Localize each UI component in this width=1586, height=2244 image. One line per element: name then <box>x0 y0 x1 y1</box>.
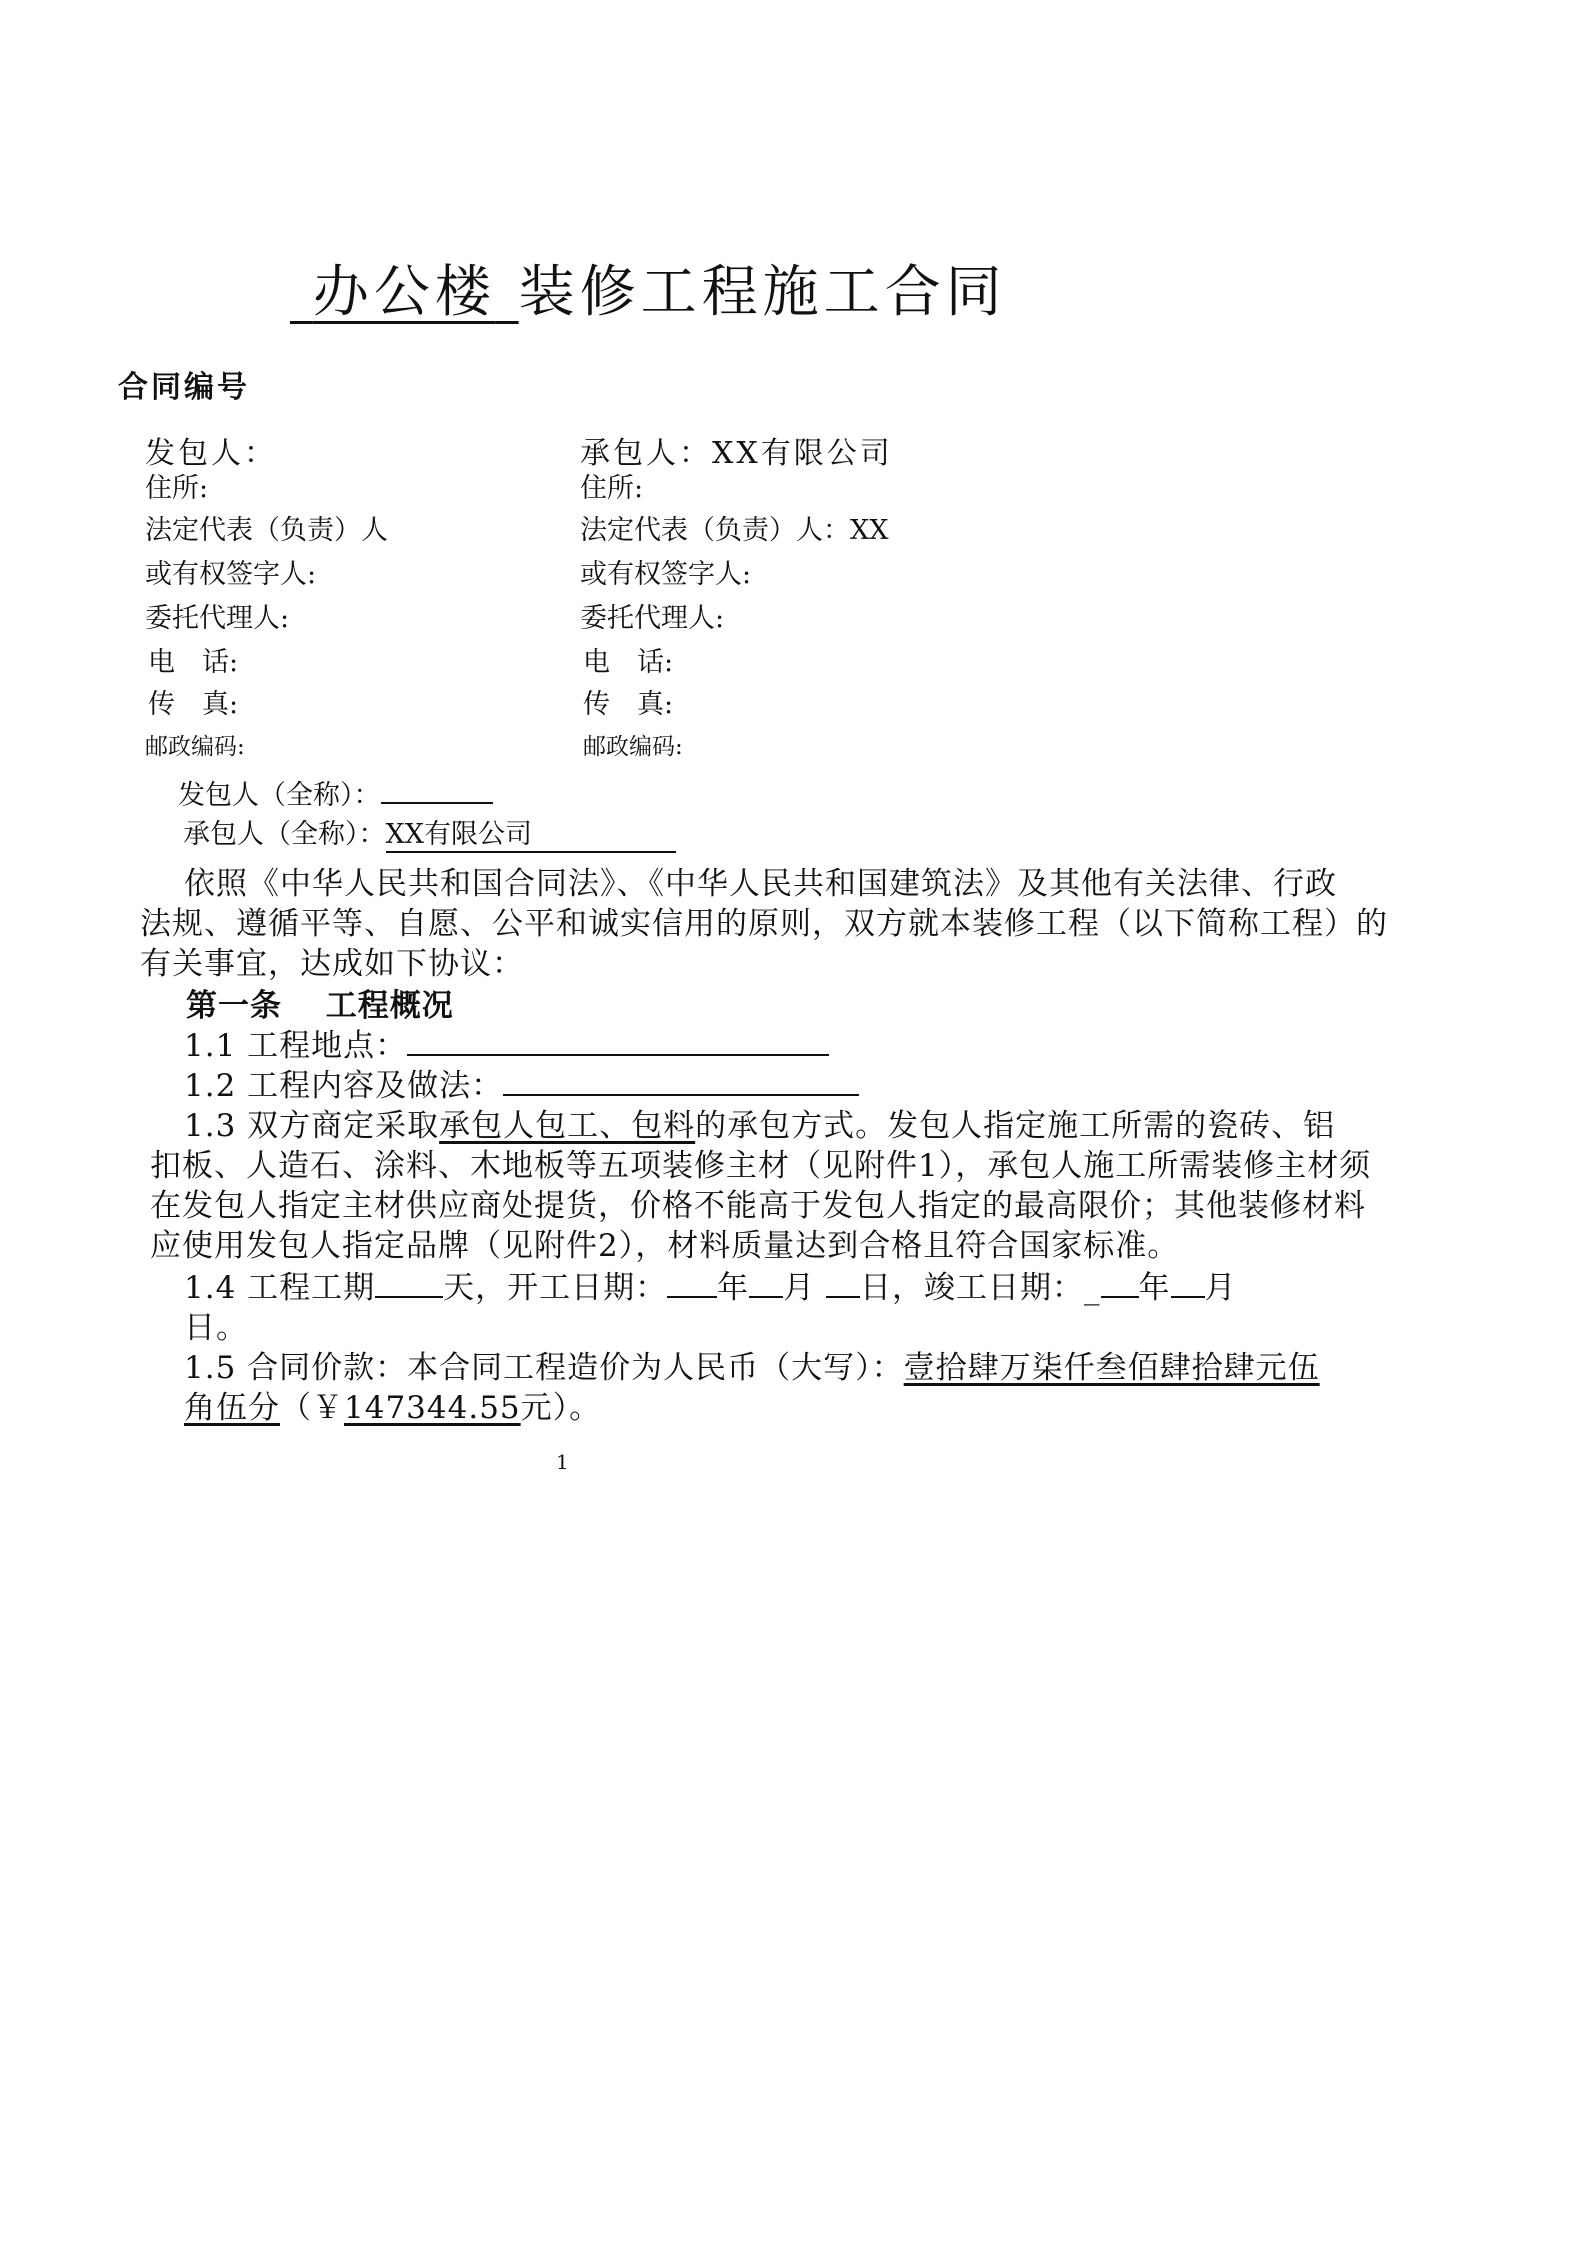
item-1-2 <box>184 1060 859 1105</box>
party-b-signatory: 或有权签字人: <box>580 559 752 590</box>
item-1-2-label: 1.2 工程内容及做法： <box>184 1068 504 1104</box>
duration-blank <box>375 1266 443 1298</box>
start-day-blank <box>826 1266 860 1298</box>
item-1-3-line-4: 应使用发包人指定品牌（见附件2），材料质量达到合格且符合国家标准。 <box>150 1228 1180 1264</box>
page-number: 1 <box>556 1450 569 1474</box>
party-b-legal-rep: 法定代表（负责）人：XX <box>580 515 889 546</box>
item-1-1 <box>184 1020 829 1065</box>
party-a-label: 发包人： <box>145 436 277 471</box>
party-a-postcode: 邮政编码: <box>145 734 245 760</box>
party-b-label: 承包人：XX有限公司 <box>580 436 893 471</box>
contract-method-underlined: 承包人包工、包料 <box>439 1108 696 1144</box>
party-b-agent: 委托代理人: <box>580 603 725 634</box>
party-b-postcode: 邮政编码: <box>583 734 683 760</box>
item-1-3-line-2: 扣板、人造石、涂料、木地板等五项装修主材（见附件1），承包人施工所需装修主材须 <box>150 1148 1372 1184</box>
item-1-2-blank <box>503 1064 859 1096</box>
party-b-fullname-value: XX有限公司 <box>386 812 676 853</box>
party-b-address: 住所: <box>580 473 644 504</box>
party-a-address: 住所: <box>145 473 209 504</box>
party-a-fullname-label: 发包人（全称）： <box>178 780 381 811</box>
item-1-5-line-2: 角伍分（￥147344.55元）。 <box>184 1390 602 1426</box>
end-month-blank <box>1171 1266 1205 1298</box>
party-b-phone: 电 话: <box>583 647 674 678</box>
title-project-type: 办公楼 <box>312 260 496 325</box>
party-b-fullname-row <box>183 812 676 853</box>
amount-number: 147344.55 <box>344 1390 521 1426</box>
start-month-blank <box>749 1266 783 1298</box>
party-a-fullname-blank <box>381 772 493 804</box>
article-1-title: 第一条 工程概况 <box>186 988 454 1024</box>
intro-line-3: 有关事宜，达成如下协议： <box>140 946 524 982</box>
amount-chinese-2: 角伍分 <box>184 1390 280 1426</box>
item-1-3-line-1: 1.3 双方商定采取承包人包工、包料的承包方式。发包人指定施工所需的瓷砖、铝 <box>184 1108 1336 1144</box>
party-a-fax: 传 真: <box>148 689 239 720</box>
title-rest: 装修工程施工合同 <box>518 260 1007 325</box>
party-b-fax: 传 真: <box>583 689 674 720</box>
party-a-phone: 电 话: <box>148 647 239 678</box>
party-a-agent: 委托代理人: <box>145 603 290 634</box>
item-1-4: 1.4 工程工期 天，开工日期： 年 月 日，竣工日期：_ 年 月 <box>184 1262 1237 1307</box>
item-1-1-label: 1.1 工程地点： <box>184 1028 408 1064</box>
start-year-blank <box>667 1266 717 1298</box>
party-a-legal-rep: 法定代表（负责）人 <box>145 515 388 546</box>
item-1-5-line-1: 1.5 合同价款：本合同工程造价为人民币（大写）：壹拾肆万柒仟叁佰肆拾肆元伍 <box>184 1350 1320 1386</box>
party-a-signatory: 或有权签字人: <box>145 559 317 590</box>
amount-chinese-1: 壹拾肆万柒仟叁佰肆拾肆元伍 <box>903 1350 1320 1386</box>
contract-number-label: 合同编号 <box>118 370 250 405</box>
intro-line-1: 依照《中华人民共和国合同法》、《中华人民共和国建筑法》及其他有关法律、行政 <box>184 866 1337 902</box>
item-1-3-line-3: 在发包人指定主材供应商处提货，价格不能高于发包人指定的最高限价；其他装修材料 <box>150 1188 1366 1224</box>
end-year-blank <box>1101 1266 1139 1298</box>
party-a-fullname-row <box>178 772 493 812</box>
intro-line-2: 法规、遵循平等、自愿、公平和诚实信用的原则，双方就本装修工程（以下简称工程）的 <box>140 906 1388 942</box>
item-1-1-blank <box>407 1024 829 1056</box>
item-1-4-line-2: 日。 <box>184 1310 248 1346</box>
contract-title <box>290 248 1007 328</box>
party-b-fullname-label: 承包人（全称）： <box>183 819 386 850</box>
